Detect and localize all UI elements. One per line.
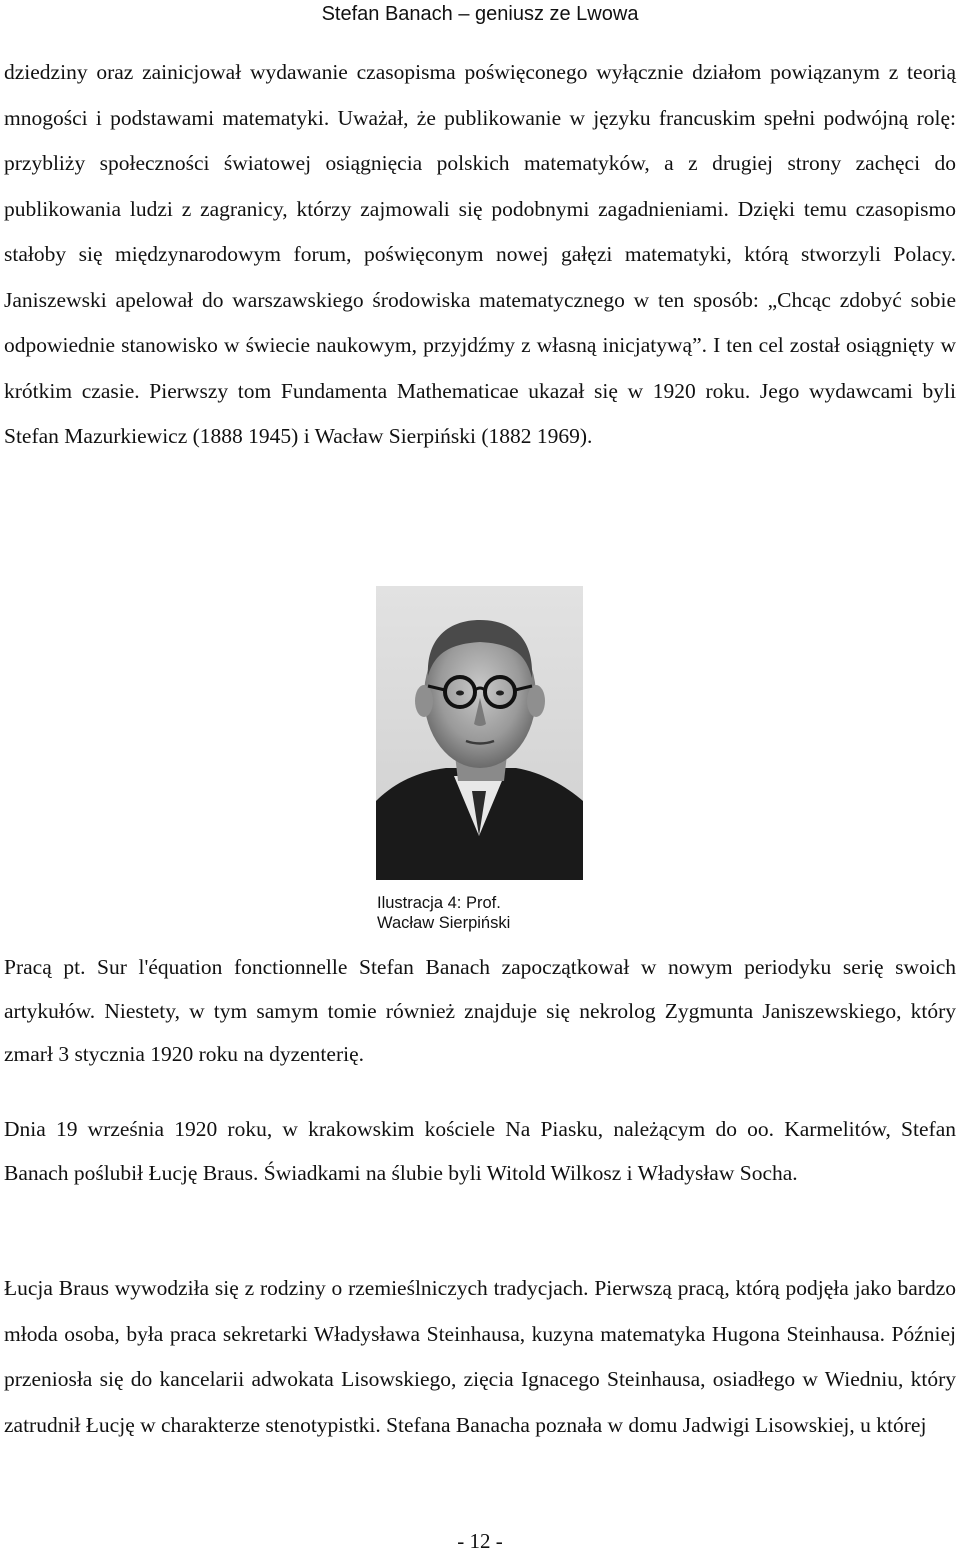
portrait-photo bbox=[376, 586, 583, 880]
paragraph-wedding: Dnia 19 września 1920 roku, w krakowskim kościele Na Piasku, należącym do oo. Karmelitów, Stefan Banach poślubił Łucję Braus. Świadkami na ślubie byli Witold Wilkosz i Władysław Socha. bbox=[4, 1117, 956, 1185]
caption-line-1: Ilustracja 4: Prof. bbox=[377, 894, 501, 912]
figure-caption bbox=[377, 893, 597, 933]
paragraph-sur-lequation: Pracą pt. Sur l'équation fonctionnelle Stefan Banach zapoczątkował w nowym periodyku serię swoich artykułów. Niestety, w tym samym tomie również znajduje się nekrolog Zygmunta Janiszewskiego, który zmarł 3 stycznia 1920 roku na dyzenterię. bbox=[4, 955, 956, 1066]
paragraph-lucja-braus: Łucja Braus wywodziła się z rodziny o rzemieślniczych tradycjach. Pierwszą pracą, którą podjęła jako bardzo młoda osoba, była praca sekretarki Władysława Steinhausa, kuzyna matematyka Hugona Steinhausa. Później przeniosła się do kancelarii adwokata Lisowskiego, zięcia Ignacego Steinhausa, osiadłego w Wiedniu, który zatrudnił Łucję w charakterze stenotypistki. Stefana Banacha poznała w domu Jadwigi Lisowskiej, u której bbox=[4, 1276, 956, 1437]
running-header: Stefan Banach – geniusz ze Lwowa bbox=[321, 3, 639, 25]
caption-line-2: Wacław Sierpiński bbox=[377, 914, 511, 932]
page-number: - 12 - bbox=[457, 1529, 503, 1553]
paragraph-fundamenta: dziedziny oraz zainicjował wydawanie czasopisma poświęconego wyłącznie działom powiązanym z teorią mnogości i podstawami matematyki. Uważał, że publikowanie w języku francuskim spełni podwójną rolę: przybliży społeczności światowej osiągnięcia polskich matematyków, a z drugiej strony zachęci do publikowania ludzi z zagranicy, którzy zajmowali się podobnymi zagadnieniami. Dzięki temu czasopismo stałoby się międzynarodowym forum, poświęconym nowej gałęzi matematyki, którą stworzyli Polacy. Janiszewski apelował do warszawskiego środowiska matematycznego w ten sposób: „Chcąc zdobyć sobie odpowiednie stanowisko w świecie naukowym, przyjdźmy z własną inicjatywą”. I ten cel został osiągnięty w krótkim czasie. Pierwszy tom Fundamenta Mathematicae ukazał się w 1920 roku. Jego wydawcami byli Stefan Mazurkiewicz (1888 1945) i Wacław Sierpiński (1882 1969). bbox=[4, 60, 956, 448]
